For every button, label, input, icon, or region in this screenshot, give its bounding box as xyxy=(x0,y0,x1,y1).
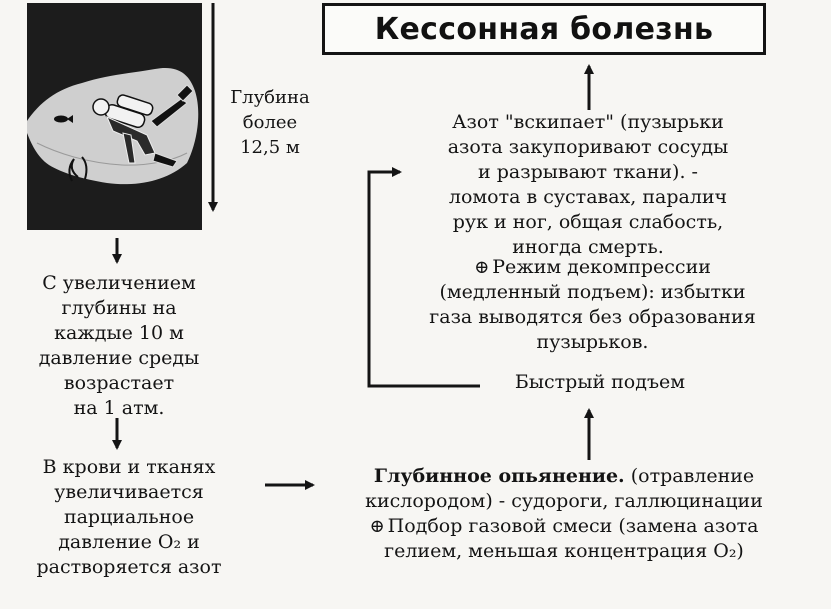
decompression-heading: Режим декомпрессии xyxy=(492,256,711,278)
narcosis-line2: кислородом) - судороги, галлюцинации xyxy=(365,490,763,512)
narcosis-heading: Глубинное опьянение. xyxy=(373,465,625,487)
plus-icon: ⊕ xyxy=(369,516,385,537)
page-title: Кессонная болезнь xyxy=(374,11,714,47)
loop-connector xyxy=(369,172,480,386)
depth-label: Глубина более 12,5 м xyxy=(230,87,310,158)
fast-ascent-label: Быстрый подъем xyxy=(514,371,686,393)
blood-text: В крови и тканях увеличивается парциальное давление О₂ и растворяется азот xyxy=(36,456,222,578)
nitrogen-text: Азот "вскипает" (пузырьки азота закупоривают сосуды и разрывают ткани). - ломота в суставах, паралич рук и ног, общая слабость, иногда смерть. xyxy=(447,111,729,258)
plus-icon: ⊕ xyxy=(474,257,490,278)
decompression-rest: (медленный подъем): избытки газа выводятся без образования пузырьков. xyxy=(429,281,756,353)
pressure-text: С увеличением глубины на каждые 10 м давление среды возрастает на 1 атм. xyxy=(38,272,200,419)
narcosis-rest: (отравление xyxy=(624,465,755,487)
narcosis-remedy-line2: гелием, меньшая концентрация О₂) xyxy=(384,540,744,562)
narcosis-remedy-text: Подбор газовой смеси (замена азота xyxy=(387,515,759,537)
